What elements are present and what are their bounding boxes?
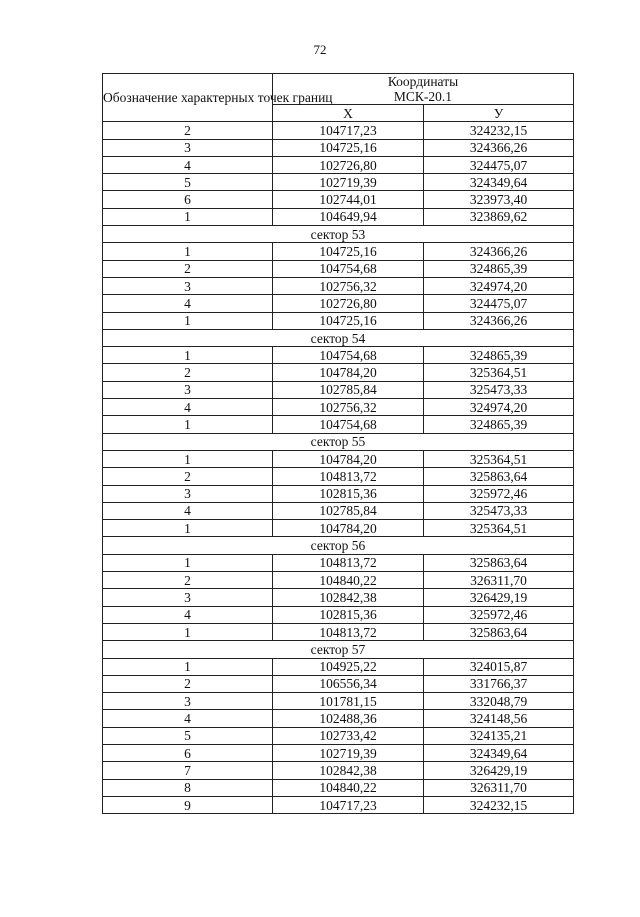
point-cell: 1: [103, 623, 273, 640]
x-cell: 104813,72: [273, 623, 424, 640]
y-cell: 324974,20: [424, 277, 574, 294]
table-row: [103, 779, 574, 796]
x-cell: 102785,84: [273, 381, 424, 398]
y-cell: 331766,37: [424, 675, 574, 692]
sector-label: сектор 53: [103, 226, 574, 243]
x-cell: 102785,84: [273, 502, 424, 519]
table-row: [103, 710, 574, 727]
points-column-header: Обозначение характерных точек границ: [103, 74, 273, 122]
sector-label: сектор 55: [103, 433, 574, 450]
x-cell: 104784,20: [273, 520, 424, 537]
x-cell: 104784,20: [273, 364, 424, 381]
table-row: [103, 589, 574, 606]
x-cell: 104725,16: [273, 312, 424, 329]
y-cell: 324974,20: [424, 399, 574, 416]
x-cell: 104840,22: [273, 779, 424, 796]
sector-row: [103, 537, 574, 554]
point-cell: 4: [103, 156, 273, 173]
x-cell: 104813,72: [273, 554, 424, 571]
x-cell: 106556,34: [273, 675, 424, 692]
sector-label: сектор 56: [103, 537, 574, 554]
y-cell: 325364,51: [424, 364, 574, 381]
point-cell: 1: [103, 450, 273, 467]
point-cell: 8: [103, 779, 273, 796]
coordinate-system: МСК-20.1: [393, 89, 453, 104]
x-cell: 104840,22: [273, 572, 424, 589]
table-row: [103, 381, 574, 398]
x-cell: 102726,80: [273, 295, 424, 312]
table-row: [103, 156, 574, 173]
point-cell: 2: [103, 572, 273, 589]
table-row: [103, 485, 574, 502]
table-row: [103, 191, 574, 208]
point-cell: 1: [103, 554, 273, 571]
point-cell: 1: [103, 520, 273, 537]
table-row: [103, 277, 574, 294]
y-cell: 325364,51: [424, 520, 574, 537]
point-cell: 6: [103, 191, 273, 208]
table-row: [103, 208, 574, 225]
x-cell: 104717,23: [273, 796, 424, 813]
y-cell: 325972,46: [424, 485, 574, 502]
point-cell: 5: [103, 174, 273, 191]
point-cell: 4: [103, 502, 273, 519]
y-cell: 325972,46: [424, 606, 574, 623]
point-cell: 3: [103, 277, 273, 294]
point-cell: 4: [103, 606, 273, 623]
y-cell: 323869,62: [424, 208, 574, 225]
y-cell: 324475,07: [424, 156, 574, 173]
point-cell: 2: [103, 122, 273, 139]
y-cell: 324366,26: [424, 139, 574, 156]
y-cell: 325364,51: [424, 450, 574, 467]
point-cell: 3: [103, 485, 273, 502]
table-row: [103, 727, 574, 744]
table-row: [103, 468, 574, 485]
point-cell: 9: [103, 796, 273, 813]
table-row: [103, 295, 574, 312]
y-cell: 325863,64: [424, 623, 574, 640]
point-cell: 3: [103, 139, 273, 156]
x-cell: 104725,16: [273, 243, 424, 260]
x-column-header: Х: [273, 105, 424, 122]
point-cell: 1: [103, 208, 273, 225]
table-row: [103, 364, 574, 381]
y-cell: 324349,64: [424, 174, 574, 191]
x-cell: 102488,36: [273, 710, 424, 727]
y-cell: 326429,19: [424, 762, 574, 779]
y-cell: 324232,15: [424, 122, 574, 139]
y-cell: 324015,87: [424, 658, 574, 675]
sector-label: сектор 54: [103, 329, 574, 346]
table-row: [103, 572, 574, 589]
table-header: [103, 74, 574, 122]
x-cell: 104725,16: [273, 139, 424, 156]
x-cell: 102719,39: [273, 174, 424, 191]
y-cell: 325473,33: [424, 502, 574, 519]
point-cell: 1: [103, 658, 273, 675]
x-cell: 104813,72: [273, 468, 424, 485]
point-cell: 4: [103, 710, 273, 727]
x-cell: 102756,32: [273, 277, 424, 294]
table-row: [103, 347, 574, 364]
table-row: [103, 520, 574, 537]
table-row: [103, 312, 574, 329]
y-cell: 326311,70: [424, 779, 574, 796]
table-row: [103, 606, 574, 623]
coordinates-table: [102, 73, 574, 814]
table-row: [103, 450, 574, 467]
point-cell: 4: [103, 399, 273, 416]
table-row: [103, 122, 574, 139]
y-cell: 324232,15: [424, 796, 574, 813]
sector-row: [103, 641, 574, 658]
table-row: [103, 174, 574, 191]
y-cell: 325863,64: [424, 468, 574, 485]
table-row: [103, 416, 574, 433]
y-column-header: У: [424, 105, 574, 122]
x-cell: 102726,80: [273, 156, 424, 173]
x-cell: 102842,38: [273, 762, 424, 779]
table-row: [103, 623, 574, 640]
x-cell: 102815,36: [273, 606, 424, 623]
y-cell: 323973,40: [424, 191, 574, 208]
x-cell: 104649,94: [273, 208, 424, 225]
y-cell: 324349,64: [424, 744, 574, 761]
point-cell: 3: [103, 693, 273, 710]
x-cell: 104754,68: [273, 347, 424, 364]
point-cell: 1: [103, 243, 273, 260]
x-cell: 102733,42: [273, 727, 424, 744]
x-cell: 104754,68: [273, 416, 424, 433]
x-cell: 104754,68: [273, 260, 424, 277]
y-cell: 324865,39: [424, 347, 574, 364]
y-cell: 324475,07: [424, 295, 574, 312]
x-cell: 102842,38: [273, 589, 424, 606]
table-row: [103, 658, 574, 675]
coordinates-title: Координаты: [387, 74, 459, 89]
x-cell: 102719,39: [273, 744, 424, 761]
point-cell: 1: [103, 347, 273, 364]
table-row: [103, 693, 574, 710]
y-cell: 324148,56: [424, 710, 574, 727]
table-row: [103, 260, 574, 277]
y-cell: 324366,26: [424, 312, 574, 329]
point-cell: 2: [103, 675, 273, 692]
page-number: 72: [313, 42, 327, 57]
y-cell: 332048,79: [424, 693, 574, 710]
table-row: [103, 502, 574, 519]
y-cell: 325863,64: [424, 554, 574, 571]
table-row: [103, 762, 574, 779]
table-row: [103, 139, 574, 156]
sector-row: [103, 226, 574, 243]
x-cell: 101781,15: [273, 693, 424, 710]
x-cell: 102744,01: [273, 191, 424, 208]
y-cell: 324366,26: [424, 243, 574, 260]
point-cell: 6: [103, 744, 273, 761]
point-cell: 3: [103, 381, 273, 398]
point-cell: 2: [103, 468, 273, 485]
point-cell: 5: [103, 727, 273, 744]
sector-row: [103, 329, 574, 346]
point-cell: 1: [103, 416, 273, 433]
table-body: [103, 122, 574, 814]
table-row: [103, 243, 574, 260]
point-cell: 7: [103, 762, 273, 779]
table-row: [103, 675, 574, 692]
point-cell: 4: [103, 295, 273, 312]
sector-label: сектор 57: [103, 641, 574, 658]
x-cell: 102756,32: [273, 399, 424, 416]
table-row: [103, 744, 574, 761]
x-cell: 104925,22: [273, 658, 424, 675]
y-cell: 324865,39: [424, 416, 574, 433]
y-cell: 326429,19: [424, 589, 574, 606]
point-cell: 2: [103, 260, 273, 277]
table-row: [103, 796, 574, 813]
y-cell: 325473,33: [424, 381, 574, 398]
table-row: [103, 399, 574, 416]
table-row: [103, 554, 574, 571]
point-cell: 1: [103, 312, 273, 329]
x-cell: 104717,23: [273, 122, 424, 139]
x-cell: 104784,20: [273, 450, 424, 467]
x-cell: 102815,36: [273, 485, 424, 502]
y-cell: 324135,21: [424, 727, 574, 744]
y-cell: 326311,70: [424, 572, 574, 589]
y-cell: 324865,39: [424, 260, 574, 277]
sector-row: [103, 433, 574, 450]
point-cell: 3: [103, 589, 273, 606]
point-cell: 2: [103, 364, 273, 381]
